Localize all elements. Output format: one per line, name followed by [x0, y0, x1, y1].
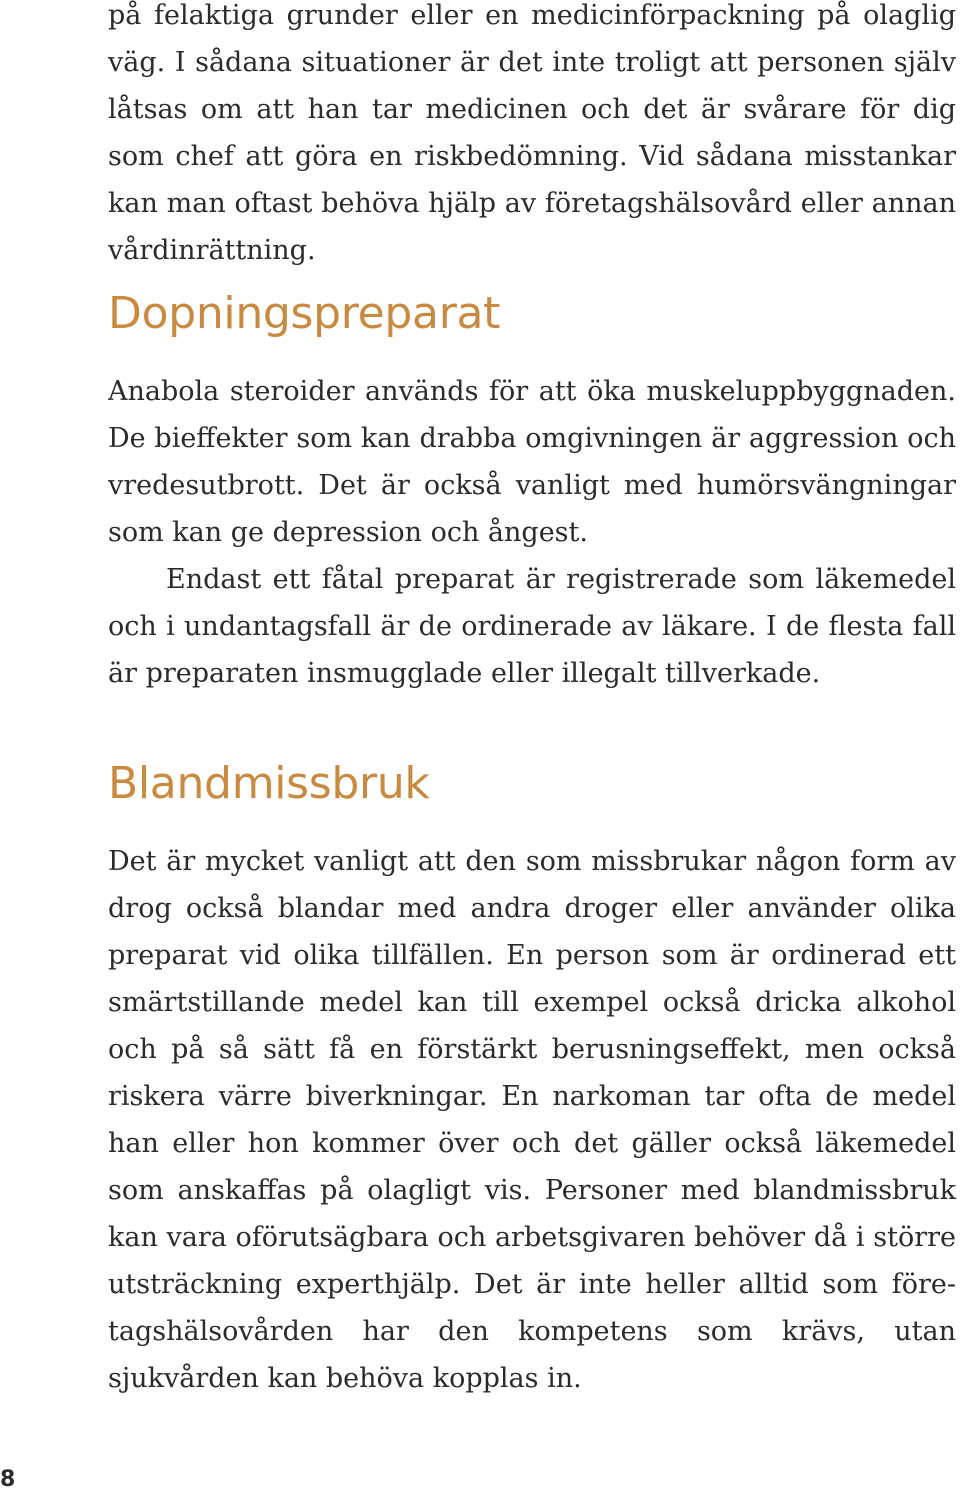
section-heading-dopningspreparat: Dopningspreparat — [108, 288, 501, 339]
intro-paragraph: på felaktiga grunder eller en medicinförpackning på olaglig väg. I sådana situationer är det inte troligt att personen själv låtsas om att han tar medicinen och det är svårare för dig som chef att göra en riskbedömning. Vid sådana misstankar kan man oftast behöva hjälp av företagshälsovård eller annan vårdinrättning. — [108, 0, 956, 266]
dopning-paragraph-2: Endast ett fåtal preparat är registrerade som läkemedel och i undantagsfall är de ordinerade av läkare. I de flesta fall är preparaten insmugglade eller illegalt tillverkade. — [108, 564, 956, 689]
blandmissbruk-paragraph: Det är mycket vanligt att den som missbrukar någon form av drog också blandar med andra droger eller använder olika preparat vid olika tillfällen. En person som är ordinerad ett smärtstillande medel kan till exempel också dricka alkohol och på så sätt få en förstärkt berusningseffekt, men också riskera värre biverkningar. En narkoman tar ofta de medel han eller hon kommer över och det gäller också läkemedel som anskaffas på olagligt vis. Personer med blandmissbruk kan vara oförutsägbara och arbetsgivaren behöver då i större utsträckning experthjälp. Det är inte heller alltid som företagshälsovården har den kompetens som krävs, utan sjukvården kan behöva kopplas in. — [108, 846, 956, 1394]
section-heading-blandmissbruk: Blandmissbruk — [108, 758, 430, 809]
page-number: 8 — [0, 1467, 16, 1492]
dopning-paragraph-1: Anabola steroider används för att öka muskeluppbyggnaden. De bieffekter som kan drabba omgivningen är aggression och vredesutbrott. Det är också vanligt med humörsvängningar som kan ge depression och ångest. — [108, 376, 956, 548]
